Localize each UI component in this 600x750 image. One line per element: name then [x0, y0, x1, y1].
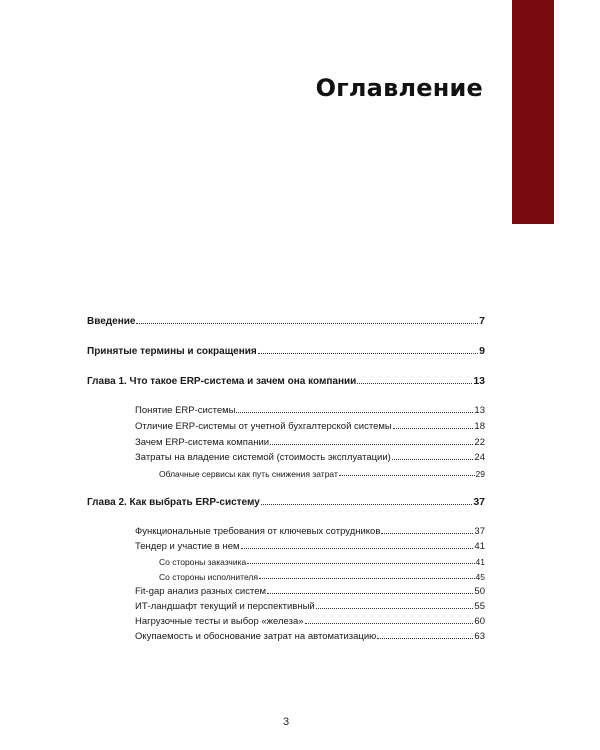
toc-entry[interactable]	[135, 612, 485, 627]
toc-entry-page: 41	[474, 541, 485, 552]
dot-leader	[247, 562, 474, 564]
toc-entry-label: Введение	[87, 316, 136, 327]
toc-entry-label: Зачем ERP-система компании	[135, 437, 270, 448]
toc-entry[interactable]	[135, 433, 485, 448]
toc-entry-label: Понятие ERP-системы	[135, 405, 236, 416]
toc-entry[interactable]	[135, 627, 485, 642]
toc-entry-label: Нагрузочные тесты и выбор «железа»	[135, 616, 304, 627]
dot-leader	[261, 503, 473, 505]
toc-entry-page: 24	[474, 452, 485, 463]
dot-leader	[392, 458, 474, 460]
toc-entry-page: 55	[474, 601, 485, 612]
toc-entry-label: Окупаемость и обоснование затрат на автоматизацию	[135, 631, 377, 642]
dot-leader	[270, 443, 473, 445]
toc-entry[interactable]	[135, 401, 485, 416]
dot-leader	[381, 532, 473, 534]
toc-entry-label: Функциональные требования от ключевых сотрудников	[135, 526, 381, 537]
dot-leader	[305, 622, 474, 624]
toc-entry-page: 60	[474, 616, 485, 627]
toc-entry-label: ИТ-ландшафт текущий и перспективный	[135, 601, 315, 612]
toc-entry[interactable]	[87, 342, 485, 357]
toc-entry-page: 22	[474, 437, 485, 448]
toc-entry-page: 45	[475, 572, 485, 582]
dot-leader	[339, 474, 475, 476]
toc-entry-page: 50	[474, 586, 485, 597]
dot-leader	[316, 607, 474, 609]
toc-entry-label: Со стороны заказчика	[159, 557, 247, 567]
toc-entry-label: Fit-gap анализ разных систем	[135, 586, 267, 597]
toc-entry[interactable]	[135, 522, 485, 537]
toc-entry[interactable]	[135, 417, 485, 432]
toc-entry-label: Принятые термины и сокращения	[87, 346, 257, 357]
toc-entry[interactable]	[135, 448, 485, 463]
toc-entry[interactable]	[87, 372, 485, 387]
toc-entry-label: Глава 2. Как выбрать ERP-систему	[87, 497, 260, 508]
dot-leader	[236, 411, 473, 413]
dot-leader	[393, 427, 474, 429]
dot-leader	[136, 322, 478, 324]
toc-entry-label: Облачные сервисы как путь снижения затрат	[159, 469, 338, 479]
dot-leader	[259, 577, 475, 579]
toc-entry-page: 37	[473, 496, 485, 508]
toc-entry[interactable]	[87, 493, 485, 508]
toc-entry[interactable]	[135, 597, 485, 612]
toc-entry-page: 7	[479, 315, 485, 327]
accent-bar	[512, 0, 554, 224]
dot-leader	[357, 382, 472, 384]
toc-entry[interactable]	[87, 312, 485, 327]
toc-entry-page: 63	[474, 631, 485, 642]
toc-entry-page: 9	[479, 345, 485, 357]
toc-entry-page: 37	[474, 526, 485, 537]
toc-entry-label: Со стороны исполнителя	[159, 572, 258, 582]
toc-entry-label: Затраты на владение системой (стоимость эксплуатации)	[135, 452, 391, 463]
toc-entry-page: 13	[473, 375, 485, 387]
toc-entry-page: 13	[474, 405, 485, 416]
toc-entry-label: Глава 1. Что такое ERP-система и зачем она компании	[87, 376, 357, 387]
dot-leader	[258, 352, 478, 354]
dot-leader	[377, 637, 473, 639]
toc-entry[interactable]	[135, 582, 485, 597]
toc-entry[interactable]	[159, 552, 485, 567]
dot-leader	[241, 547, 474, 549]
toc-entry[interactable]	[159, 464, 485, 479]
page-number: 3	[282, 716, 290, 728]
page-title: Оглавление	[315, 74, 483, 102]
toc-entry-page: 29	[475, 469, 485, 479]
toc-entry-page: 18	[474, 421, 485, 432]
dot-leader	[267, 592, 473, 594]
toc-entry-page: 41	[475, 557, 485, 567]
toc-entry-label: Отличие ERP-системы от учетной бухгалтерской системы	[135, 421, 392, 432]
toc-entry[interactable]	[159, 567, 485, 582]
toc-entry-label: Тендер и участие в нем	[135, 541, 240, 552]
toc-entry[interactable]	[135, 537, 485, 552]
